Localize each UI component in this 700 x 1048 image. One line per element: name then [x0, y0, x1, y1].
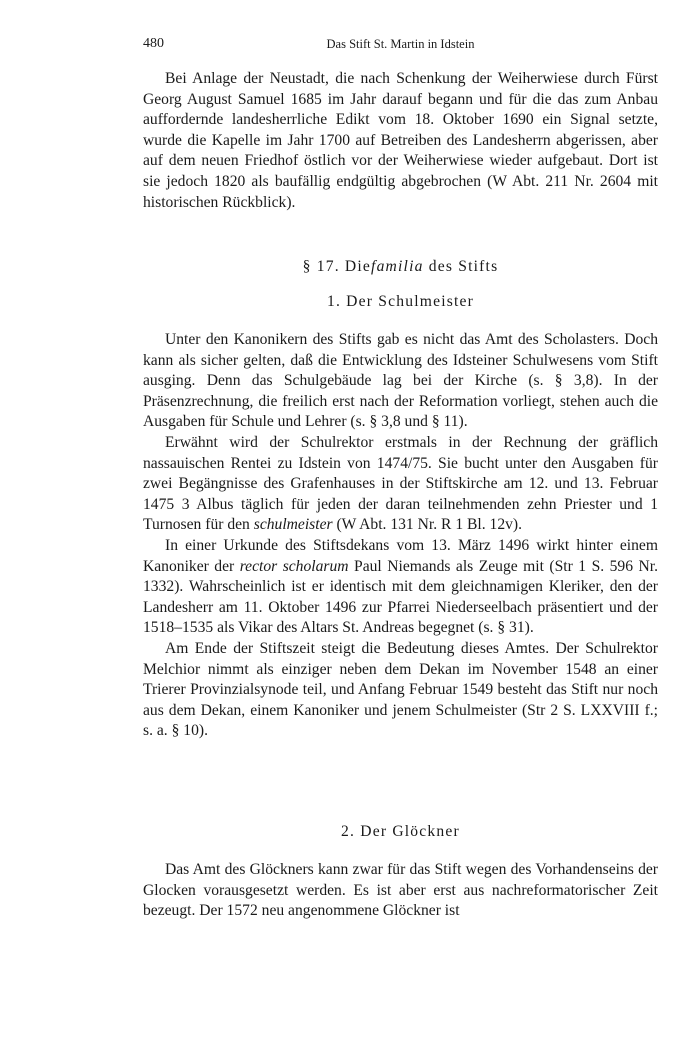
- paragraph: Am Ende der Stiftszeit steigt die Bedeutung dieses Amtes. Der Schulrektor Melchior nimmt als einziger neben dem Dekan im November 1548 an einer Trierer Provinzialsynode teil, und Anfang Februar 1549 besteht das Stift nur noch aus dem Dekan, einem Kanoniker und jenem Schulmeister (Str 2 S. LXXVIII f.; s. a. § 10).: [143, 639, 658, 740]
- gloeckner-text: [143, 860, 658, 922]
- paragraph-text: (W Abt. 131 Nr. R 1 Bl. 12v).: [336, 516, 523, 534]
- running-head: [143, 36, 658, 56]
- section-heading-suffix: des Stifts: [428, 258, 499, 275]
- paragraph-text: In einer Urkunde des Stiftsdekans vom 13. März 1496 wirkt hinter einem Kanoniker der: [143, 536, 658, 575]
- section-heading: [143, 258, 658, 276]
- paragraph: [143, 536, 658, 639]
- schulmeister-text: [143, 330, 658, 742]
- section-heading-italic: familia: [371, 258, 424, 275]
- paragraph: Unter den Kanonikern des Stifts gab es nicht das Amt des Scholasters. Doch kann als sicher gelten, daß die Entwicklung des Idsteiner Schulwesens vom Stift ausging. Denn das Schulgebäude lag bei der Kirche (s. § 3,8). In der Präsenzrechnung, die freilich erst nach der Reformation vorliegt, stehen auch die Ausgaben für Schule und Lehrer (s. § 3,8 und § 11).: [143, 331, 658, 431]
- running-title: Das Stift St. Martin in Idstein: [326, 37, 475, 51]
- paragraph-text: Erwähnt wird der Schulrektor erstmals in der Rechnung der gräflich nassauischen Rentei zu Idstein von 1474/75. Sie bucht unter den Ausgaben für zwei Begängnisse des Grafenhauses in der Stiftskirche am 12. und 13. Februar 1475 3 Albus täglich für jeden der daran teilnehmenden zehn Priester und 1 Turnosen für den: [143, 433, 658, 534]
- italic-term: rector scholarum: [239, 557, 349, 575]
- paragraph: Das Amt des Glöckners kann zwar für das Stift wegen des Vorhandenseins der Glocken vorausgesetzt werden. Es ist aber erst aus nachreformatorischer Zeit bezeugt. Der 1572 neu angenommene Glöckner ist: [143, 861, 658, 920]
- paragraph: [143, 433, 658, 536]
- section-heading-prefix: § 17. Die: [302, 258, 372, 275]
- subsection-heading-schulmeister: 1. Der Schulmeister: [326, 293, 475, 310]
- paragraph: Bei Anlage der Neustadt, die nach Schenkung der Weiherwiese durch Fürst Georg August Samuel 1685 im Jahr darauf begann und für die das zum Anbau auffordernde landesherrliche Edikt vom 18. Oktober 1690 ein Signal setzte, wurde die Kapelle im Jahr 1700 auf Betreiben des Landesherrn abgerissen, aber auf dem neuen Friedhof östlich vor der Weiherwiese wieder aufgebaut. Dort ist sie jedoch 1820 als baufällig endgültig abgebrochen (W Abt. 211 Nr. 2604 mit historischen Rückblick).: [143, 70, 658, 211]
- subsection-heading-gloeckner: 2. Der Glöckner: [341, 823, 460, 840]
- italic-term: schulmeister: [253, 516, 333, 534]
- intro-text: [143, 69, 658, 213]
- paragraph-text: Paul Niemands als Zeuge mit (Str 1 S. 596 Nr. 1332). Wahrscheinlich ist er identisch mit dem gleichnamigen Kleriker, den der Landesherr am 11. Oktober 1496 zur Pfarrei Niederseelbach präsentiert und der 1518–1535 als Vikar des Altars St. Andreas begegnet (s. § 31).: [143, 557, 658, 637]
- page-number: 480: [143, 36, 164, 51]
